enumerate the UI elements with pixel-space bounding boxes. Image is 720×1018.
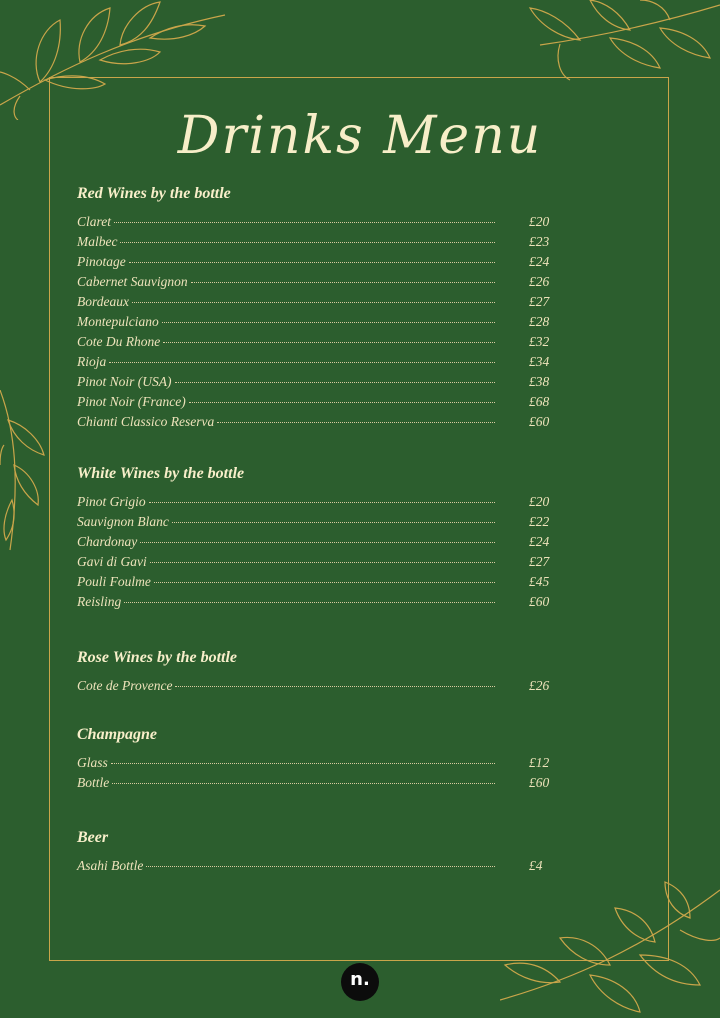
dot-leader — [146, 865, 495, 867]
item-name: Pouli Foulme — [77, 574, 151, 589]
item-name: Asahi Bottle — [77, 858, 144, 873]
section-heading: Champagne — [77, 726, 158, 743]
item-name: Pinotage — [77, 254, 126, 269]
item-price: £27 — [529, 294, 550, 309]
item-name: Bottle — [77, 775, 110, 790]
menu-item-row — [77, 775, 549, 795]
item-price: £26 — [529, 678, 550, 693]
menu-item-row — [77, 554, 549, 574]
dot-leader — [175, 685, 495, 687]
item-price: £12 — [529, 755, 550, 770]
item-name: Cote Du Rhone — [77, 334, 161, 349]
menu-item-row — [77, 394, 549, 414]
menu-item-row — [77, 594, 549, 614]
menu-title: Drinks Menu — [177, 106, 543, 166]
item-price: £24 — [529, 254, 550, 269]
item-name: Chardonay — [77, 534, 138, 549]
item-price: £45 — [529, 574, 550, 589]
section-heading: Rose Wines by the bottle — [77, 649, 237, 666]
menu-section — [77, 726, 549, 795]
menu-section — [77, 185, 549, 434]
item-name: Pinot Grigio — [77, 494, 146, 509]
menu-item-row — [77, 254, 549, 274]
item-name: Chianti Classico Reserva — [77, 414, 215, 429]
item-name: Glass — [77, 755, 108, 770]
item-price: £26 — [529, 274, 550, 289]
menu-item-row — [77, 755, 549, 775]
dot-leader — [114, 221, 495, 223]
section-heading: Red Wines by the bottle — [77, 185, 231, 202]
section-heading: White Wines by the bottle — [77, 465, 245, 482]
item-price: £60 — [529, 414, 550, 429]
item-price: £60 — [529, 775, 550, 790]
menu-section — [77, 465, 549, 614]
leaf-branch-left-icon — [0, 390, 50, 560]
menu-item-row — [77, 494, 549, 514]
brand-logo: n. — [341, 963, 379, 1001]
item-price: £20 — [529, 494, 550, 509]
dot-leader — [154, 581, 495, 583]
item-name: Gavi di Gavi — [77, 554, 147, 569]
menu-item-row — [77, 574, 549, 594]
dot-leader — [172, 521, 495, 523]
dot-leader — [140, 541, 495, 543]
menu-item-row — [77, 374, 549, 394]
dot-leader — [150, 561, 495, 563]
item-name: Pinot Noir (USA) — [77, 374, 172, 389]
item-name: Bordeaux — [77, 294, 129, 309]
menu-item-row — [77, 234, 549, 254]
dot-leader — [120, 241, 495, 243]
item-price: £20 — [529, 214, 550, 229]
item-price: £34 — [529, 354, 550, 369]
menu-item-row — [77, 314, 549, 334]
menu-item-row — [77, 354, 549, 374]
item-name: Pinot Noir (France) — [77, 394, 186, 409]
item-name: Cote de Provence — [77, 678, 173, 693]
item-name: Cabernet Sauvignon — [77, 274, 188, 289]
dot-leader — [132, 301, 495, 303]
item-name: Rioja — [77, 354, 107, 369]
item-name: Claret — [77, 214, 112, 229]
menu-item-row — [77, 514, 549, 534]
dot-leader — [189, 401, 495, 403]
item-price: £27 — [529, 554, 550, 569]
item-price: £60 — [529, 594, 550, 609]
item-price: £22 — [529, 514, 550, 529]
menu-item-row — [77, 678, 549, 698]
menu-item-row — [77, 334, 549, 354]
item-name: Sauvignon Blanc — [77, 514, 169, 529]
dot-leader — [124, 601, 495, 603]
dot-leader — [111, 762, 495, 764]
menu-item-row — [77, 274, 549, 294]
section-heading: Beer — [77, 829, 109, 846]
item-price: £38 — [529, 374, 550, 389]
item-name: Reisling — [77, 594, 122, 609]
menu-item-row — [77, 294, 549, 314]
item-price: £4 — [529, 858, 543, 873]
item-price: £24 — [529, 534, 550, 549]
dot-leader — [191, 281, 495, 283]
item-price: £23 — [529, 234, 550, 249]
dot-leader — [109, 361, 495, 363]
menu-section — [77, 649, 549, 698]
dot-leader — [112, 782, 495, 784]
dot-leader — [129, 261, 495, 263]
item-price: £28 — [529, 314, 550, 329]
dot-leader — [149, 501, 495, 503]
menu-item-row — [77, 534, 549, 554]
dot-leader — [162, 321, 495, 323]
item-price: £32 — [529, 334, 550, 349]
dot-leader — [175, 381, 496, 383]
dot-leader — [217, 421, 495, 423]
menu-item-row — [77, 858, 549, 878]
item-name: Montepulciano — [77, 314, 159, 329]
menu-section — [77, 829, 549, 878]
item-price: £68 — [529, 394, 550, 409]
item-name: Malbec — [77, 234, 118, 249]
menu-item-row — [77, 214, 549, 234]
dot-leader — [163, 341, 495, 343]
menu-item-row — [77, 414, 549, 434]
